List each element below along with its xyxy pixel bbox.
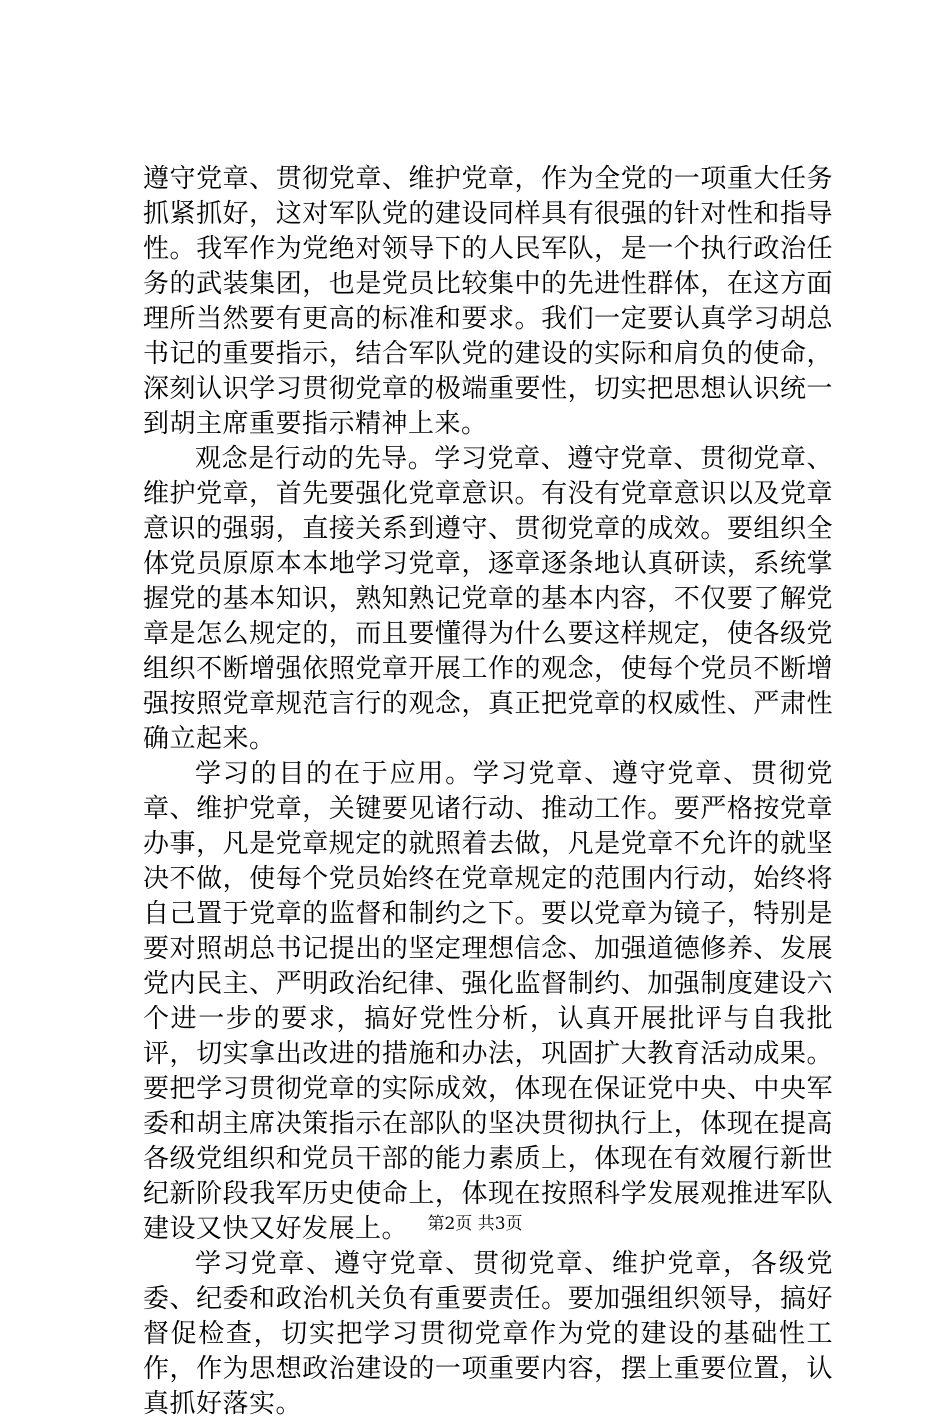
paragraph-2: 观念是行动的先导。学习党章、遵守党章、贯彻党章、维护党章，首先要强化党章意识。有没有党章意识以及党章意识的强弱，直接关系到遵守、贯彻党章的成效。要组织全体党员原原本本地学习党章，逐章逐条地认真研读，系统掌握党的基本知识，熟知熟记党章的基本内容，不仅要了解党章是怎么规定的，而且要懂得为什么要这样规定，使各级党组织不断增强依照党章开展工作的观念，使每个党员不断增强按照党章规范言行的观念，真正把党章的权威性、严肃性确立起来。 [143,444,833,754]
paragraph-3: 学习的目的在于应用。学习党章、遵守党章、贯彻党章、维护党章，关键要见诸行动、推动工作。要严格按党章办事，凡是党章规定的就照着去做，凡是党章不允许的就坚决不做，使每个党员始终在党章规定的范围内行动，始终将自己置于党章的监督和制约之下。要以党章为镜子，特别是要对照胡总书记提出的坚定理想信念、加强道德修养、发展党内民主、严明政治纪律、强化监督制约、加强制度建设六个进一步的要求，搞好党性分析，认真开展批评与自我批评，切实拿出改进的措施和办法，巩固扩大教育活动成果。要把学习贯彻党章的实际成效，体现在保证党中央、中央军委和胡主席决策指示在部队的坚决贯彻执行上，体现在提高各级党组织和党员干部的能力素质上，体现在有效履行新世纪新阶段我军历史使命上，体现在按照科学发展观推进军队建设又快又好发展上。 [143,759,833,1244]
paragraph-1: 遵守党章、贯彻党章、维护党章，作为全党的一项重大任务抓紧抓好，这对军队党的建设同样具有很强的针对性和指导性。我军作为党绝对领导下的人民军队，是一个执行政治任务的武装集团，也是党员比较集中的先进性群体，在这方面理所当然要有更高的标准和要求。我们一定要认真学习胡总书记的重要指示，结合军队党的建设的实际和肩负的使命，深刻认识学习贯彻党章的极端重要性，切实把思想认识统一到胡主席重要指示精神上来。 [143,164,833,439]
paragraph-4: 学习党章、遵守党章、贯彻党章、维护党章，各级党委、纪委和政治机关负有重要责任。要加强组织领导，搞好督促检查，切实把学习贯彻党章作为党的建设的基础性工作，作为思想政治建设的一项重要内容，摆上重要位置，认真抓好落实。 [143,1249,833,1419]
page-number-footer: 第2页 共3页 [427,1214,523,1234]
